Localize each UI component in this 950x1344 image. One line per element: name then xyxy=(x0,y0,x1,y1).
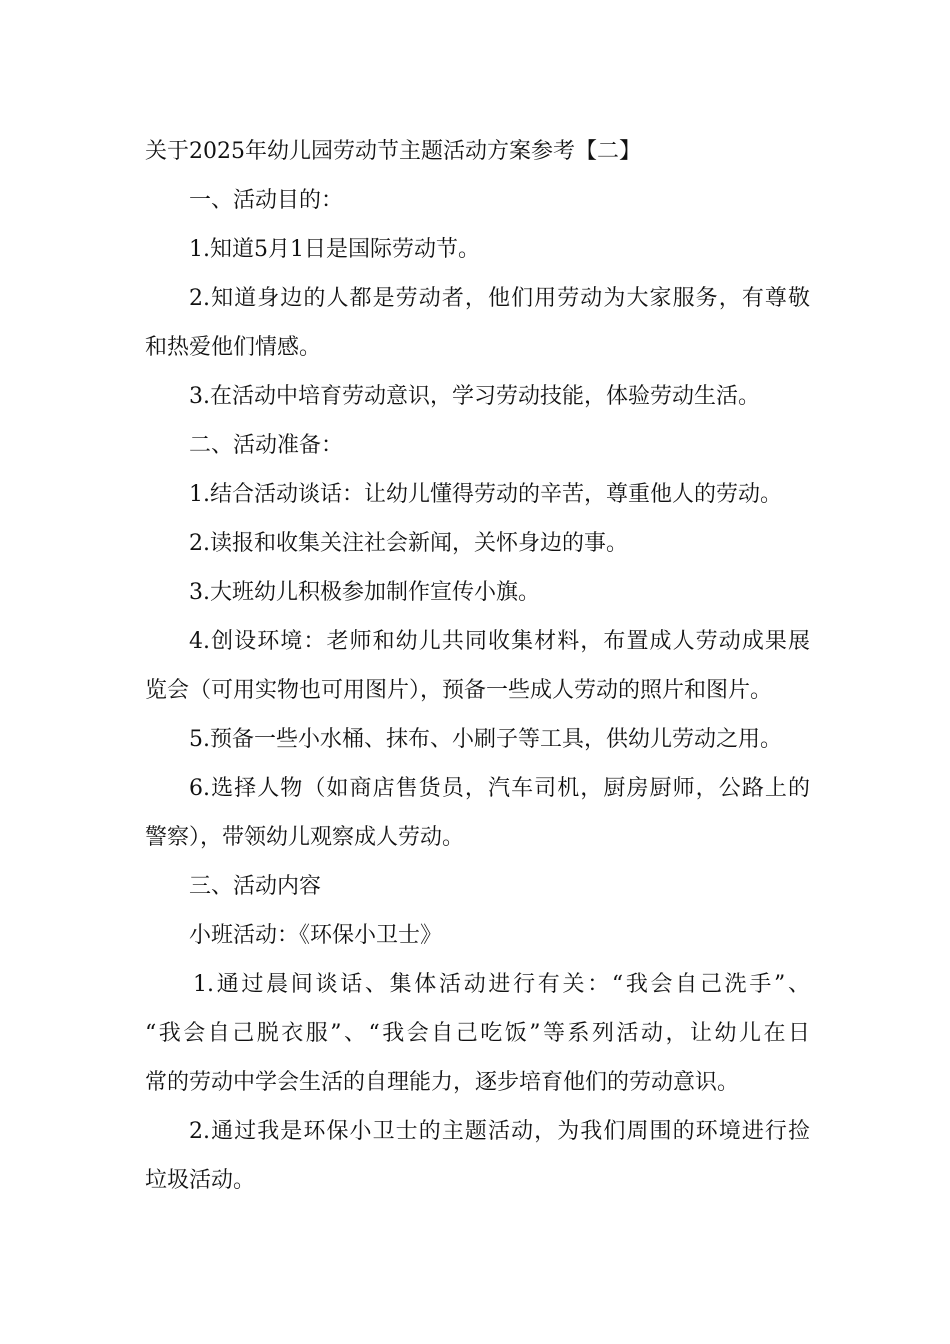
paragraph-line: 6.选择人物（如商店售货员，汽车司机，厨房厨师，公路上的 xyxy=(189,776,810,801)
paragraph-line: 5.预备一些小水桶、抹布、小刷子等工具，供幼儿劳动之用。 xyxy=(189,727,782,752)
section-heading: 一、活动目的： xyxy=(189,188,344,213)
paragraph-line: 2.读报和收集关注社会新闻，关怀身边的事。 xyxy=(189,531,628,556)
paragraph-line: 3.大班幼儿积极参加制作宣传小旗。 xyxy=(189,580,540,605)
paragraph-line: 垃圾活动。 xyxy=(145,1168,256,1193)
paragraph-line: 1.结合活动谈话：让幼儿懂得劳动的辛苦，尊重他人的劳动。 xyxy=(189,482,782,507)
section-heading: 二、活动准备： xyxy=(189,433,344,458)
document-body xyxy=(145,133,810,1211)
paragraph-line: 2.知道身边的人都是劳动者，他们用劳动为大家服务，有尊敬 xyxy=(189,286,810,311)
paragraph-line: 3.在活动中培育劳动意识，学习劳动技能，体验劳动生活。 xyxy=(189,384,760,409)
paragraph-line: 警察），带领幼儿观察成人劳动。 xyxy=(145,825,465,850)
subsection-heading: 小班活动：《环保小卫士》 xyxy=(189,923,443,948)
paragraph-line: 和热爱他们情感。 xyxy=(145,335,322,360)
paragraph-line: “我会自己脱衣服”、“我会自己吃饭”等系列活动，让幼儿在日 xyxy=(145,1021,810,1046)
paragraph-line: 4.创设环境：老师和幼儿共同收集材料，布置成人劳动成果展 xyxy=(189,629,810,654)
section-heading: 三、活动内容 xyxy=(189,874,322,899)
paragraph-line: 2.通过我是环保小卫士的主题活动，为我们周围的环境进行捡 xyxy=(189,1119,810,1144)
document-title: 关于2025年幼儿园劳动节主题活动方案参考【二】 xyxy=(145,139,641,164)
paragraph-line: 览会（可用实物也可用图片），预备一些成人劳动的照片和图片。 xyxy=(145,678,773,703)
paragraph-line: 1.知道5月1日是国际劳动节。 xyxy=(189,237,480,262)
paragraph-line: 常的劳动中学会生活的自理能力，逐步培育他们的劳动意识。 xyxy=(145,1070,740,1095)
paragraph-line: 1.通过晨间谈话、集体活动进行有关：“我会自己洗手”、 xyxy=(193,972,810,997)
